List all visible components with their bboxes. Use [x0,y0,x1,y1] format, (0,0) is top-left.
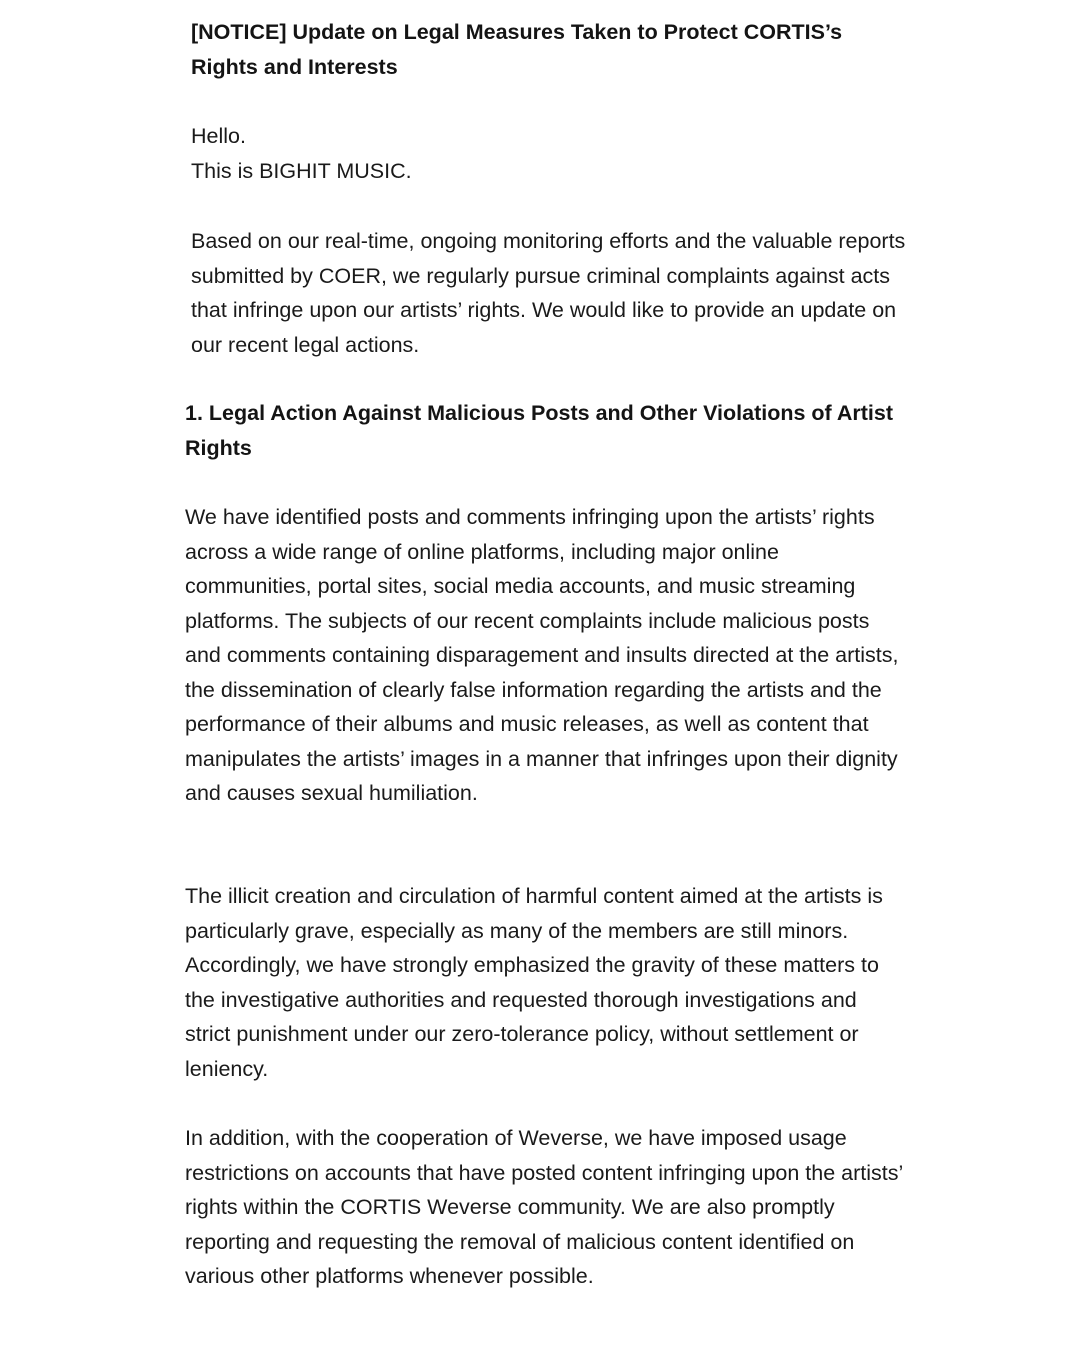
greeting-sender: This is BIGHIT MUSIC. [191,158,412,183]
section-heading: 1. Legal Action Against Malicious Posts and Other Violations of Artist Rights [185,401,894,460]
greeting [191,119,911,188]
notice-title: [NOTICE] Update on Legal Measures Taken to Protect CORTIS’s Rights and Interests [191,20,843,79]
body-paragraph: In addition, with the cooperation of Weverse, we have imposed usage restrictions on accounts that have posted content infringing upon the artists’ rights within the CORTIS Weverse community. We are also promptly reporting and requesting the removal of malicious content identified on various other platforms whenever possible. [185,1126,903,1288]
body-paragraph: The illicit creation and circulation of harmful content aimed at the artists is particularly grave, especially as many of the members are still minors. Accordingly, we have strongly emphasized the gravity of these matters to the investigative authorities and requested thorough investigations and strict punishment under our zero-tolerance policy, without settlement or leniency. [185,884,883,1081]
greeting-hello: Hello. [191,124,246,148]
body-paragraph: We have identified posts and comments infringing upon the artists’ rights across a wide range of online platforms, including major online communities, portal sites, social media accounts, and music streaming platforms. The subjects of our recent complaints include malicious posts and comments containing disparagement and insults directed at the artists, the dissemination of clearly false information regarding the artists and the performance of their albums and music releases, as well as content that manipulates the artists’ images in a manner that infringes upon their dignity and causes sexual humiliation. [185,505,899,805]
intro-paragraph: Based on our real-time, ongoing monitoring efforts and the valuable reports submitted by COER, we regularly pursue criminal complaints against acts that infringe upon our artists’ rights. We would like to provide an update on our recent legal actions. [191,229,906,357]
